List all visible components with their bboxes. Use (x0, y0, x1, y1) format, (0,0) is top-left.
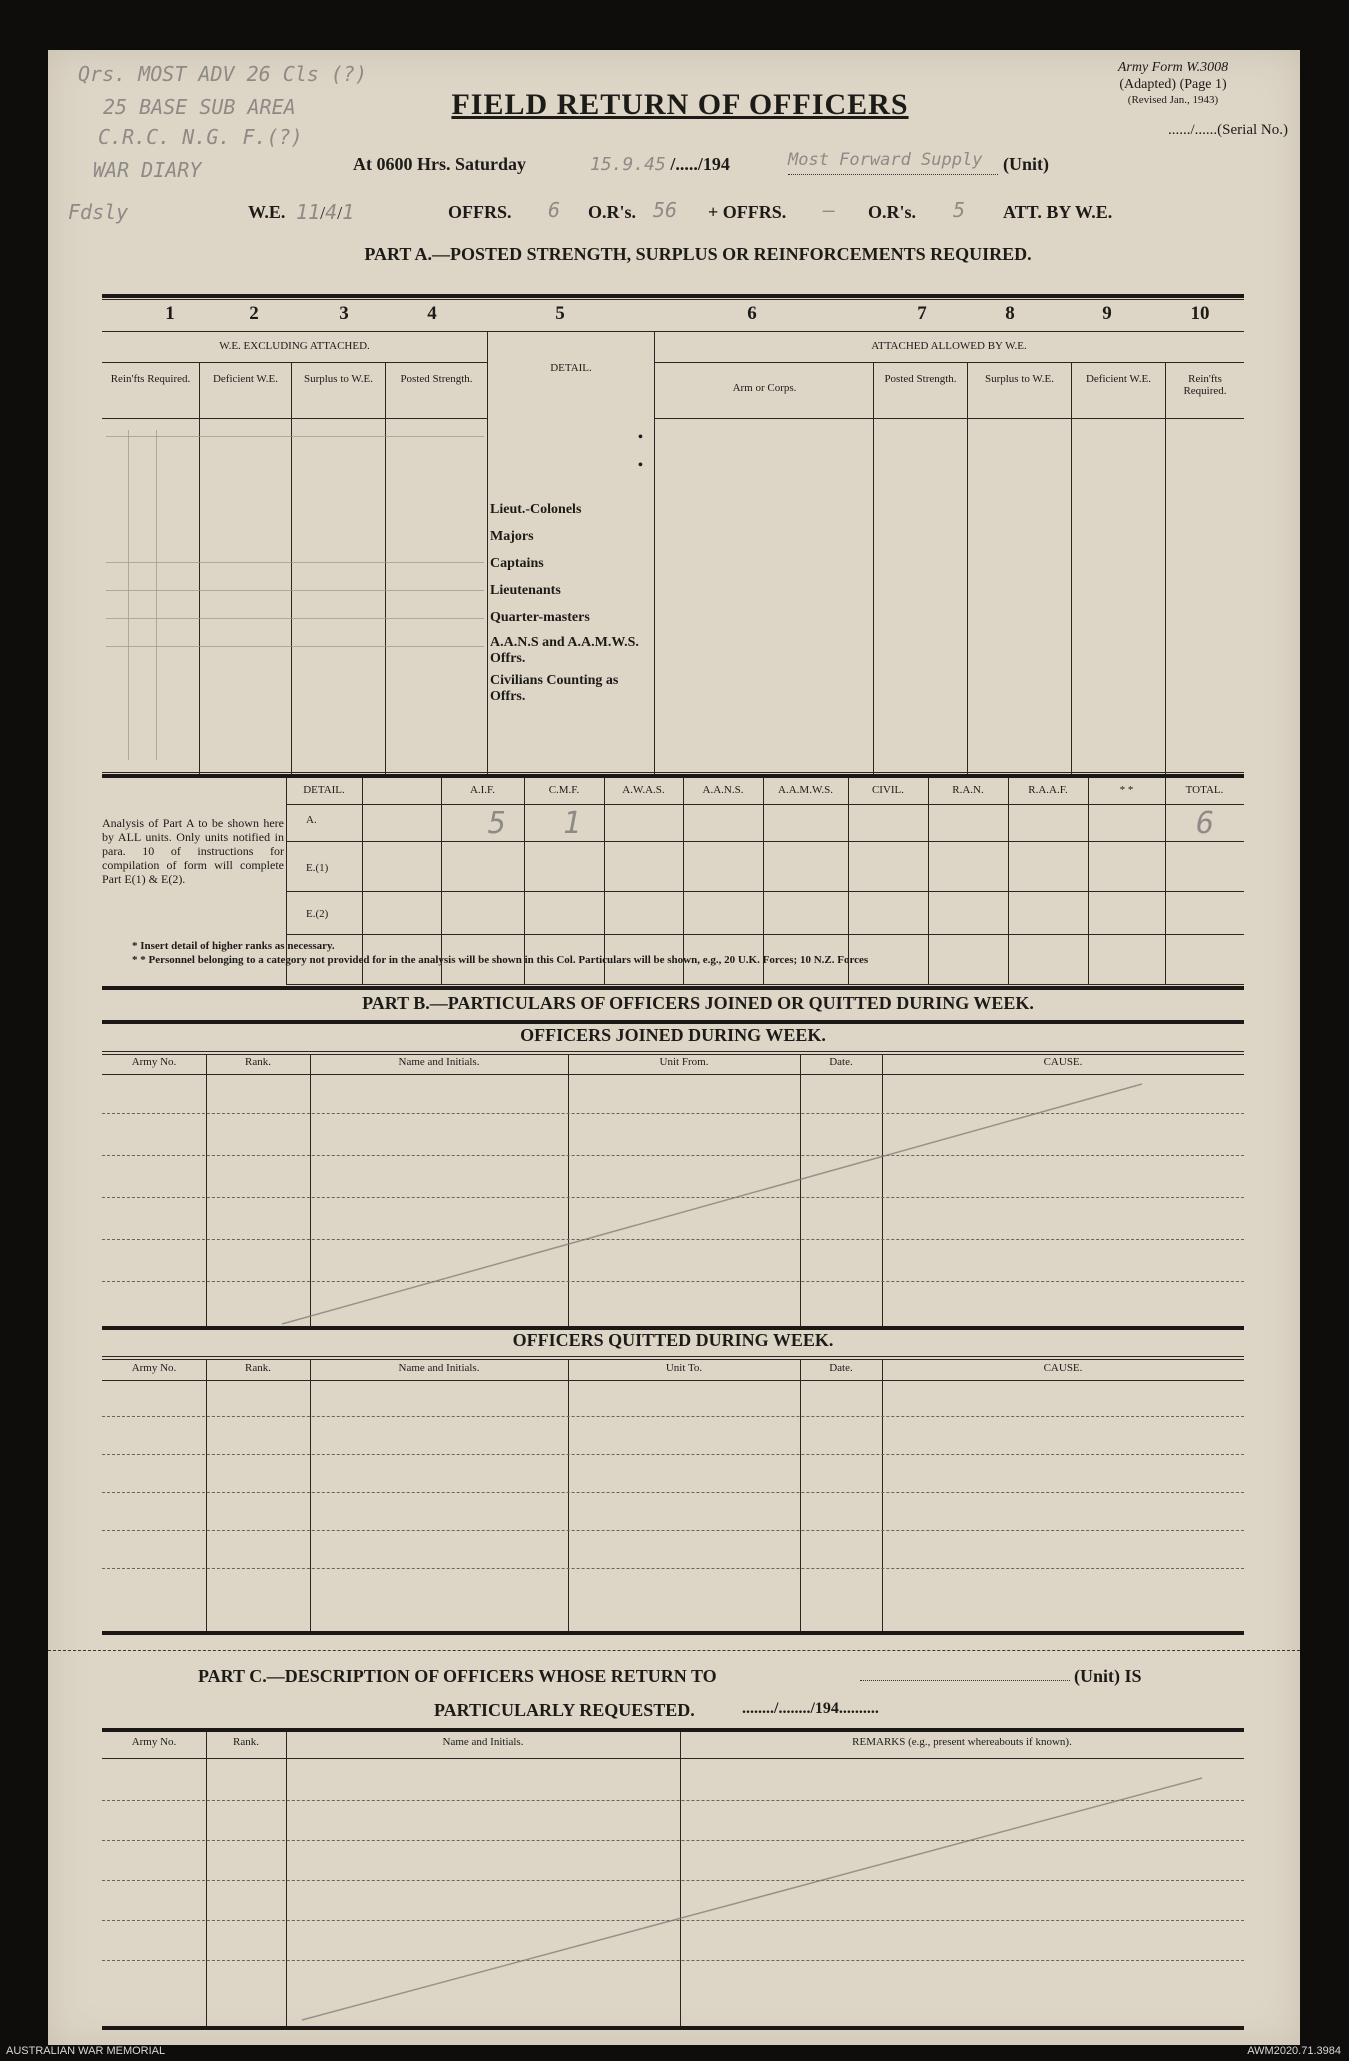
fold-line (48, 1650, 1300, 1651)
joined-header-row: Army No. Rank. Name and Initials. Unit From. Date. CAUSE. (131, 1056, 1083, 1068)
footer-left: AUSTRALIAN WAR MEMORIAL (6, 2045, 166, 2057)
att-surplus-header: Surplus to W.E. (984, 373, 1055, 385)
offrs-label: OFFRS. (448, 202, 512, 222)
part-c-unit-field (860, 1680, 1070, 1681)
pencil-strike-joined (102, 1074, 1244, 1326)
at-date-field: 15.9.45 /...../194 (590, 154, 730, 175)
army-form-number: Army Form W.3008 (1117, 60, 1229, 75)
ors2-label: O.R's. (868, 202, 917, 222)
part-c-title: PART C.—DESCRIPTION OF OFFICERS WHOSE RETURN TO (198, 1666, 717, 1686)
footnote-1: * Insert detail of higher ranks as necessary. (132, 940, 335, 952)
analysis-row-a: A. (306, 814, 317, 826)
part-a-column-numbers: 1 2 3 4 5 6 7 8 9 10 (165, 303, 1210, 324)
offrs-value: 6 (548, 198, 561, 222)
rank-civilians: Civilians Counting as Offrs. (490, 673, 619, 704)
footnote-2: * * Personnel belonging to a category not provided for in the analysis will be shown in this Col. Particulars will be shown, e.g., 20 U.K. Forces; 10 N.Z. Forces (132, 954, 869, 966)
rank-lieutenants: Lieutenants (490, 583, 561, 598)
part-c-subtitle: PARTICULARLY REQUESTED. (434, 1700, 695, 1720)
quitted-title: OFFICERS QUITTED DURING WEEK. (512, 1330, 834, 1350)
rank-captains: Captains (490, 556, 544, 571)
part-c-date: ......../......../194.......... (742, 1700, 879, 1717)
reinfts-required-header: Rein'fts Required. (110, 373, 191, 385)
analysis-row-e2: E.(2) (306, 908, 329, 920)
analysis-aif-value: 5 (488, 806, 507, 841)
analysis-note: Analysis of Part A to be shown here by ALL units. Only units notified in para. 10 of instructions for compilation of form will complete Part E(1) & E(2). (102, 816, 284, 886)
analysis-header-row: DETAIL. A.I.F. C.M.F. A.W.A.S. A.A.N.S. A.A.M.W.S. CIVIL. R.A.N. R.A.A.F. * * TOTAL. (303, 784, 1224, 796)
unit-field (788, 150, 998, 175)
part-a-title: PART A.—POSTED STRENGTH, SURPLUS OR REINFORCEMENTS REQUIRED. (364, 244, 1032, 264)
surplus-to-we-header: Surplus to W.E. (303, 373, 374, 385)
quitted-header-row: Army No. Rank. Name and Initials. Unit To. Date. CAUSE. (131, 1362, 1083, 1374)
rank-majors: Majors (490, 529, 534, 544)
form-adapted: (Adapted) (Page 1) (1119, 77, 1227, 92)
att-reinfts-header: Rein'fts Required. (1183, 373, 1227, 397)
page-title: FIELD RETURN OF OFFICERS (451, 88, 909, 121)
unit-label: (Unit) (1003, 154, 1049, 174)
we-excluding-attached-header: W.E. EXCLUDING ATTACHED. (219, 340, 370, 352)
rank-quarter-masters: Quarter-masters (490, 610, 590, 625)
rank-lieut-colonels: Lieut.-Colonels (490, 502, 582, 517)
footer-right: AWM2020.71.3984 (1247, 2045, 1341, 2057)
part-c-header-row: Army No. Rank. Name and Initials. REMARKS (e.g., present whereabouts if known). (131, 1736, 1072, 1748)
handwritten-unit: Most Forward Supply (788, 150, 983, 170)
ors-value: 56 (653, 198, 678, 222)
joined-title: OFFICERS JOINED DURING WEEK. (520, 1025, 826, 1045)
plus-offrs-value: — (823, 198, 836, 222)
att-by-we-label: ATT. BY W.E. (1003, 202, 1113, 222)
analysis-row-e1: E.(1) (306, 862, 329, 874)
we-label: W.E. (248, 202, 286, 222)
arm-or-corps-header: Arm or Corps. (732, 382, 797, 394)
handwritten-note-4: WAR DIARY (93, 158, 202, 182)
handwritten-date: 15.9.45 (590, 154, 666, 175)
ors-label: O.R's. (588, 202, 637, 222)
form-revised: (Revised Jan., 1943) (1127, 94, 1219, 106)
we-values: 11/4/1 (296, 200, 355, 224)
part-c-unit-label: (Unit) IS (1074, 1666, 1142, 1686)
deficient-we-header: Deficient W.E. (212, 373, 279, 385)
serial-no: ....../......(Serial No.) (1168, 122, 1288, 138)
rank-list (490, 496, 655, 705)
handwritten-note-1: Qrs. MOST ADV 26 Cls (?) (78, 62, 367, 86)
handwritten-note-3: C.R.C. N.G. F.(?) (98, 125, 303, 149)
form-paper: Army Form W.3008 (Adapted) (Page 1) (Revised Jan., 1943) ....../......(Serial No.) FIELD RETURN OF OFFICERS Qrs. MOST ADV 26 Cls (?) 25 BASE SUB AREA C.R.C. N.G. F.(?) WAR DIARY Fdsly At 0600 Hrs. Saturday 15.9.45 /...../194 Most Forward Supply (Unit) W.E. 11/4/1 OFFRS. 6 O.R's. 56 + OFFRS. — O.R's. 5 ATT. BY W.E. PART A.—POSTED STRENGTH, SURPLUS OR REINFORCEMENTS REQUIRED. 1 2 3 4 5 6 7 8 9 10 W.E. EXCLUDING ATTACHED. ATTACHED ALLOWED BY W.E. DETAIL. Rein'fts Required. Deficient W.E. Surplus to W.E. Posted Strength. Arm or Corps. Posted Strength. Surplus to W.E. Deficient W.E. Rein'fts Required. • • Lieut.-Colonels Majors Captains Lieutenants Quarter-masters A.A.N.S and A.A.M.W.S. Offrs. Civilians Counting as Offrs. Analysis of Part A to be shown here by ALL units. Only units notified in para. 10 of instructions for compilation of form will complete Part E(1) & E(2). DETAIL. A.I.F. C.M.F. A.W.A.S. A.A.N.S. A.A.M.W.S. CIVIL. R.A.N. R.A.A.F. * * TOTAL. A. E.(1) E.(2) 5 1 6 * Insert detail of higher ranks as necessary. * * Personnel belonging to a category not provided for in the analysis will be shown in this Col. Particulars will be shown, e.g., 20 U.K. Forces; 10 N.Z. Forces PART B.—PARTICULARS OF OFFICERS JOINED OR QUITTED DURING WEEK. OFFICERS JOINED DURING WEEK. Army No. Rank. Name and Initials. Unit From. Date. CAUSE. OFFICERS QUITTED DURING WEEK. Army No. Rank. Name and Initials. Unit To. Date. CAUSE. PART C.—DESCRIPTION OF OFFICERS WHOSE RETURN TO (Unit) IS PARTICULARLY REQUESTED. ......../......../194.......... Army No. Rank. Name and Initials. REMARKS (e.g., present whereabouts if known). (48, 50, 1300, 2045)
ors2-value: 5 (953, 198, 966, 222)
analysis-cmf-value: 1 (563, 806, 582, 841)
handwritten-note-5: Fdsly (68, 200, 129, 224)
attached-allowed-header: ATTACHED ALLOWED BY W.E. (871, 340, 1027, 352)
at-hrs-label: At 0600 Hrs. Saturday (353, 154, 527, 174)
plus-offrs-label: + OFFRS. (708, 202, 787, 222)
posted-strength-header: Posted Strength. (400, 373, 473, 385)
pencil-strike-part-c (102, 1758, 1244, 2026)
rank-aans-aamws: A.A.N.S and A.A.M.W.S. Offrs. (490, 635, 639, 666)
att-deficient-header: Deficient W.E. (1085, 373, 1152, 385)
analysis-total-value: 6 (1196, 806, 1215, 841)
detail-header: DETAIL. (550, 362, 592, 374)
handwritten-note-2: 25 BASE SUB AREA (103, 95, 296, 119)
part-b-title: PART B.—PARTICULARS OF OFFICERS JOINED OR QUITTED DURING WEEK. (362, 993, 1034, 1013)
att-posted-strength-header: Posted Strength. (884, 373, 957, 385)
